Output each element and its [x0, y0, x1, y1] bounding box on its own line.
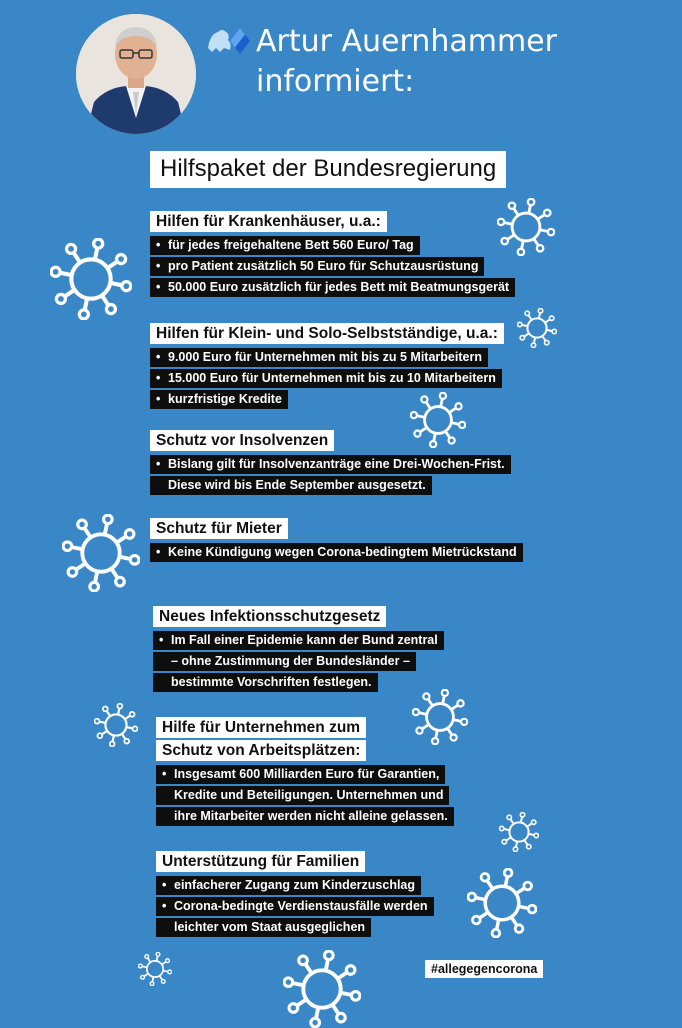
bullet-item: • Bislang gilt für Insolvenzanträge eine Drei-Wochen-Frist. [150, 455, 511, 474]
hashtag-badge: #allegegencorona [425, 960, 543, 978]
virus-icon [94, 703, 138, 747]
bullet-item: – ohne Zustimmung der Bundesländer – [153, 652, 416, 671]
bullet-item: ihre Mitarbeiter werden nicht alleine gelassen. [156, 807, 454, 826]
virus-icon [467, 868, 537, 938]
bullet-item: Diese wird bis Ende September ausgesetzt. [150, 476, 432, 495]
bullet-item: Kredite und Beteiligungen. Unternehmen und [156, 786, 449, 805]
section-hospitals [150, 211, 515, 299]
bullet-item: • Insgesamt 600 Milliarden Euro für Garantien, [156, 765, 445, 784]
virus-icon [50, 238, 132, 320]
section-title: Schutz vor Insolvenzen [150, 430, 334, 451]
bullet-item: • pro Patient zusätzlich 50 Euro für Schutzausrüstung [150, 257, 484, 276]
section-title: Neues Infektionsschutzgesetz [153, 606, 386, 627]
bullet-item: • 9.000 Euro für Unternehmen mit bis zu 5 Mitarbeitern [150, 348, 488, 367]
section-title: Schutz für Mieter [150, 518, 288, 539]
bullet-item: • Im Fall einer Epidemie kann der Bund zentral [153, 631, 444, 650]
bullet-item: • Corona-bedingte Verdienstausfälle werden [156, 897, 434, 916]
portrait-icon [76, 14, 196, 134]
section-title: Hilfen für Krankenhäuser, u.a.: [150, 211, 387, 232]
bullet-item: • einfacherer Zugang zum Kinderzuschlag [156, 876, 421, 895]
section-tenants [150, 518, 523, 564]
lion-flag-icon [204, 26, 252, 56]
section-title: Hilfen für Klein- und Solo-Selbstständige, u.a.: [150, 323, 504, 344]
section-title: Hilfe für Unternehmen zum [156, 717, 366, 738]
virus-icon [412, 689, 468, 745]
virus-icon [499, 812, 539, 852]
section-jobs [156, 717, 454, 828]
bullet-item: • Keine Kündigung wegen Corona-bedingtem Mietrückstand [150, 543, 523, 562]
virus-icon [517, 308, 557, 348]
virus-icon [283, 950, 361, 1028]
bullet-item: bestimmte Vorschriften festlegen. [153, 673, 378, 692]
section-title: Unterstützung für Familien [156, 851, 365, 872]
virus-icon [138, 952, 172, 986]
section-infection-law [153, 606, 444, 694]
virus-icon [410, 392, 466, 448]
avatar [76, 14, 196, 134]
virus-icon [62, 514, 140, 592]
section-title-line2: Schutz von Arbeitsplätzen: [156, 740, 366, 761]
bullet-item: • 15.000 Euro für Unternehmen mit bis zu 10 Mitarbeitern [150, 369, 502, 388]
bullet-item: • 50.000 Euro zusätzlich für jedes Bett mit Beatmungsgerät [150, 278, 515, 297]
header-title [256, 22, 557, 102]
bullet-item: • für jedes freigehaltene Bett 560 Euro/ Tag [150, 236, 420, 255]
bullet-item: leichter vom Staat ausgeglichen [156, 918, 371, 937]
header-subtitle: informiert: [256, 64, 415, 99]
bullet-item: • kurzfristige Kredite [150, 390, 288, 409]
virus-icon [497, 198, 555, 256]
section-families [156, 851, 434, 939]
page-title: Hilfspaket der Bundesregierung [150, 151, 506, 188]
header-name: Artur Auernhammer [256, 24, 557, 59]
